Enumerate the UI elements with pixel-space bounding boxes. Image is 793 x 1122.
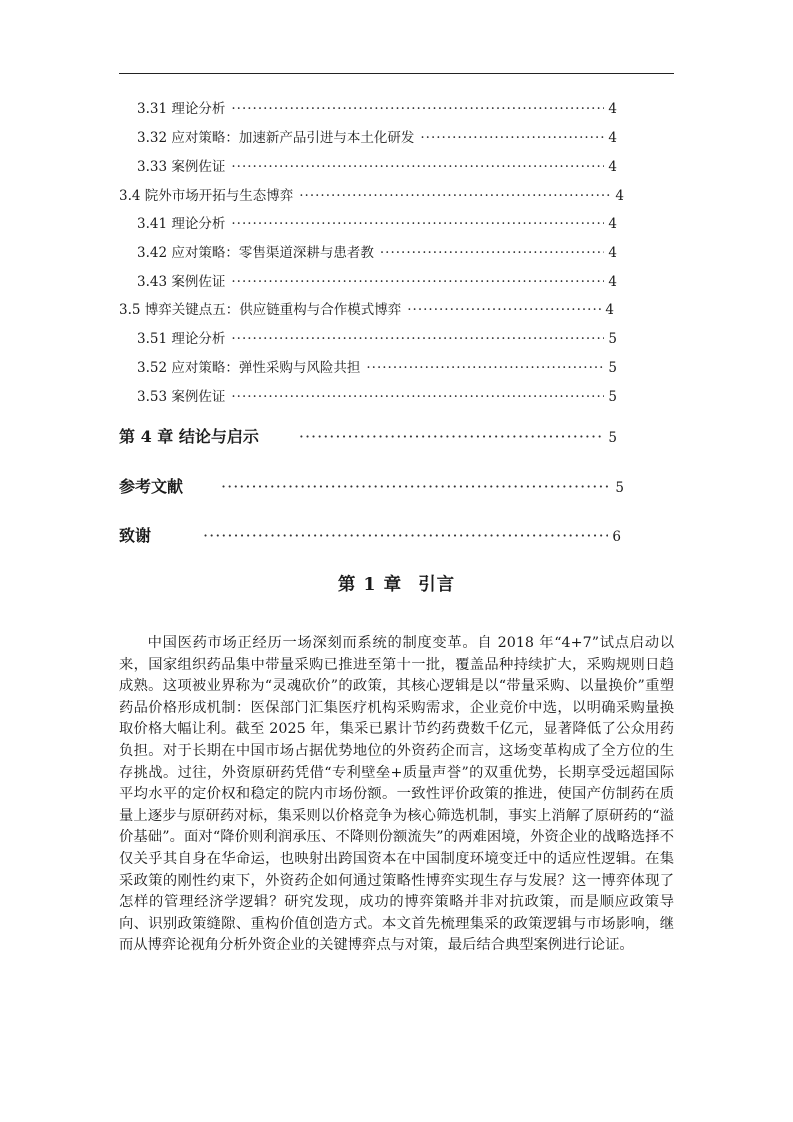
toc-entry-label: 参考文献: [119, 477, 184, 496]
toc-page-number: 5: [608, 430, 617, 446]
toc-entry[interactable]: [119, 298, 614, 318]
toc-leader-dots: [407, 302, 601, 318]
toc-entry-label: 3.5 博弈关键点五：供应链重构与合作模式博弈: [119, 302, 402, 318]
toc-leader-dots: [299, 427, 605, 446]
header-rule: [119, 73, 674, 74]
toc-leader-dots: [380, 245, 605, 261]
toc-leader-dots: [231, 101, 604, 117]
chapter-title: 引言: [418, 575, 456, 595]
toc-entry-references[interactable]: [119, 474, 624, 497]
toc-page-number: 4: [608, 130, 617, 146]
toc-page-number: 4: [608, 245, 617, 261]
toc-page-number: 5: [608, 331, 617, 347]
toc-page-number: 4: [615, 188, 624, 204]
toc-leader-dots: [231, 389, 604, 405]
toc-page-number: 4: [608, 274, 617, 290]
toc-entry[interactable]: [137, 270, 617, 290]
toc-entry-acknowledgements[interactable]: [119, 523, 621, 546]
chapter-heading: [0, 571, 793, 596]
toc-entry-label: 致谢: [119, 526, 152, 545]
toc-page-number: 5: [608, 360, 617, 376]
toc-leader-dots: [299, 188, 611, 204]
toc-entry-label: 3.42 应对策略：零售渠道深耕与患者教: [137, 245, 374, 261]
toc-entry-label: 第 4 章 结论与启示: [119, 427, 259, 446]
toc-page-number: 4: [608, 101, 617, 117]
toc-page-number: 4: [608, 159, 617, 175]
toc-entry[interactable]: [137, 126, 617, 146]
toc-entry-label: 3.4 院外市场开拓与生态博弈: [119, 188, 294, 204]
toc-entry[interactable]: [137, 356, 617, 376]
toc-page-number: 6: [612, 529, 621, 545]
toc-entry[interactable]: [137, 212, 617, 232]
toc-entry-label: 3.41 理论分析: [137, 216, 226, 232]
toc-entry-label: 3.33 案例佐证: [137, 159, 226, 175]
toc-entry-label: 3.51 理论分析: [137, 331, 226, 347]
toc-page-number: 4: [608, 216, 617, 232]
toc-page-number: 4: [605, 302, 614, 318]
toc-page-number: 5: [608, 389, 617, 405]
toc-entry[interactable]: [137, 241, 617, 261]
body-paragraph: 中国医药市场正经历一场深刻而系统的制度变革。自 2018 年“4+7”试点启动以来，国家组织药品集中带量采购已推进至第十一批，覆盖品种持续扩大，采购规则日趋成熟。这项被业界称为“灵魂砍价”的政策，其核心逻辑是以“带量采购、以量换价”重塑药品价格形成机制：医保部门汇集医疗机构采购需求，企业竞价中选，以明确采购量换取价格大幅让利。截至 2025 年，集采已累计节约药费数千亿元，显著降低了公众用药负担。对于长期在中国市场占据优势地位的外资药企而言，这场变革构成了全方位的生存挑战。过往，外资原研药凭借“专利壁垒+质量声誉”的双重优势，长期享受远超国际平均水平的定价权和稳定的院内市场份额。一致性评价政策的推进，使国产仿制药在质量上逐步与原研药对标，集采则以价格竞争为核心筛选机制，事实上消解了原研药的“溢价基础”。面对“降价则利润承压、不降则份额流失”的两难困境，外资企业的战略选择不仅关乎其自身在华命运，也映射出跨国资本在中国制度环境变迁中的适应性逻辑。在集采政策的刚性约束下，外资药企如何通过策略性博弈实现生存与发展？这一博弈体现了怎样的管理经济学逻辑？研究发现，成功的博弈策略并非对抗政策，而是顺应政策导向、识别政策缝隙、重构价值创造方式。本文首先梳理集采的政策逻辑与市场影响，继而从博弈论视角分析外资企业的关键博弈点与对策，最后结合典型案例进行论证。: [119, 635, 674, 954]
toc-leader-dots: [366, 360, 604, 376]
toc-entry[interactable]: [119, 184, 624, 204]
toc-entry-label: 3.31 理论分析: [137, 101, 226, 117]
toc-entry-label: 3.32 应对策略：加速新产品引进与本土化研发: [137, 130, 415, 146]
toc-entry-chapter[interactable]: [119, 424, 617, 447]
toc-entry[interactable]: [137, 155, 617, 175]
toc-leader-dots: [231, 274, 604, 290]
chapter-number: 第 1 章: [337, 575, 403, 595]
toc-entry[interactable]: [137, 327, 617, 347]
toc-leader-dots: [420, 130, 604, 146]
toc-leader-dots: [231, 331, 604, 347]
toc-leader-dots: [231, 216, 604, 232]
toc-page-number: 5: [615, 480, 624, 496]
toc-entry-label: 3.52 应对策略：弹性采购与风险共担: [137, 360, 361, 376]
toc-leader-dots: [231, 159, 604, 175]
toc-entry[interactable]: [137, 385, 617, 405]
toc-leader-dots: [221, 477, 611, 496]
toc-entry-label: 3.43 案例佐证: [137, 274, 226, 290]
toc-leader-dots: [203, 526, 608, 545]
toc-entry-label: 3.53 案例佐证: [137, 389, 226, 405]
toc-entry[interactable]: [137, 97, 617, 117]
